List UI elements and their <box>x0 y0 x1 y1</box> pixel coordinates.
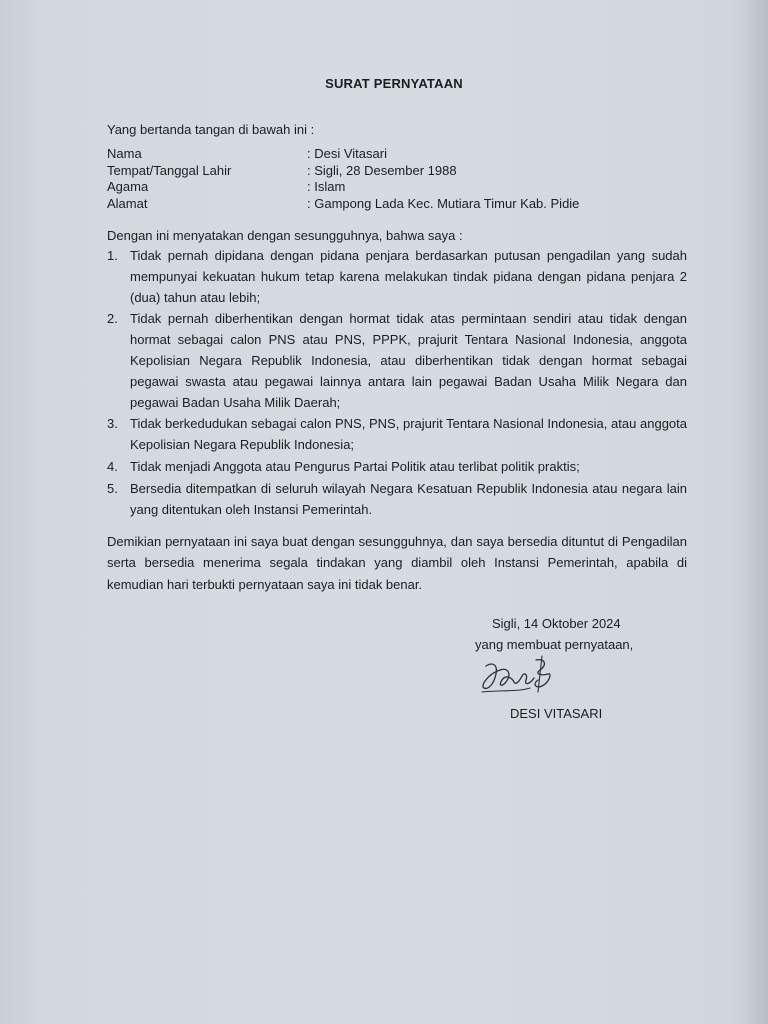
list-item-text: Tidak pernah diberhentikan dengan hormat tidak atas permintaan sendiri atau tidak dengan hormat sebagai calon PNS atau PNS, PPPK, prajurit Tentara Nasional Indonesia, anggota Kepolisian Negara Republik Indonesia, atau diberhentikan tidak dengan hormat sebagai pegawai swasta atau pegawai lainnya antara lain pegawai Badan Usaha Milik Negara dan pegawai Badan Usaha Milik Daerah; <box>130 311 687 410</box>
document-title: SURAT PERNYATAAN <box>325 76 463 91</box>
place-date: Sigli, 14 Oktober 2024 <box>492 616 621 631</box>
identity-row-ttl <box>107 163 579 180</box>
identity-value: : Islam <box>307 179 346 194</box>
identity-row-agama <box>107 179 579 196</box>
identity-row-alamat <box>107 196 579 213</box>
list-item <box>107 414 687 456</box>
list-item-number: 1. <box>107 248 118 263</box>
handwritten-signature-icon <box>478 652 558 698</box>
intro-text: Yang bertanda tangan di bawah ini : <box>107 122 315 137</box>
identity-block <box>107 146 579 212</box>
identity-value: : Desi Vitasari <box>307 146 387 161</box>
declaration-list <box>107 246 687 520</box>
page-edge-shadow <box>740 0 768 1024</box>
list-item-text: Bersedia ditempatkan di seluruh wilayah Negara Kesatuan Republik Indonesia atau negara lain yang ditentukan oleh Instansi Pemerintah. <box>130 480 687 517</box>
list-item <box>107 309 687 413</box>
list-item <box>107 246 687 308</box>
list-item <box>107 479 687 521</box>
list-item-number: 3. <box>107 416 118 432</box>
list-item-number: 5. <box>107 480 118 496</box>
identity-value: : Gampong Lada Kec. Mutiara Timur Kab. Pidie <box>307 195 580 211</box>
maker-label: yang membuat pernyataan, <box>475 637 634 652</box>
list-item-number: 2. <box>107 311 118 327</box>
identity-label: Agama <box>107 179 149 194</box>
list-item-number: 4. <box>107 458 118 474</box>
declaration-intro: Dengan ini menyatakan dengan sesungguhnya, bahwa saya : <box>107 228 463 243</box>
list-item <box>107 457 687 478</box>
list-item-text: Tidak menjadi Anggota atau Pengurus Partai Politik atau terlibat politik praktis; <box>130 458 580 474</box>
identity-row-nama <box>107 146 579 163</box>
identity-label: Nama <box>107 146 142 161</box>
list-item-text: Tidak berkedudukan sebagai calon PNS, PNS, prajurit Tentara Nasional Indonesia, atau anggota Kepolisian Negara Republik Indonesia; <box>130 416 687 453</box>
identity-label: Alamat <box>107 195 148 211</box>
closing-paragraph: Demikian pernyataan ini saya buat dengan sesungguhnya, dan saya bersedia dituntut di Pengadilan serta bersedia menerima segala tindakan yang diambil oleh Instansi Pemerintah, apabila di kemudian hari terbukti pernyataan saya ini tidak benar. <box>107 534 687 592</box>
identity-value: : Sigli, 28 Desember 1988 <box>307 162 457 178</box>
identity-label: Tempat/Tanggal Lahir <box>107 162 232 178</box>
list-item-text: Tidak pernah dipidana dengan pidana penjara berdasarkan putusan pengadilan yang sudah mempunyai kekuatan hukum tetap karena melakukan tindak pidana dengan pidana penjara 2 (dua) tahun atau lebih; <box>130 248 687 305</box>
signer-name: DESI VITASARI <box>510 706 603 721</box>
